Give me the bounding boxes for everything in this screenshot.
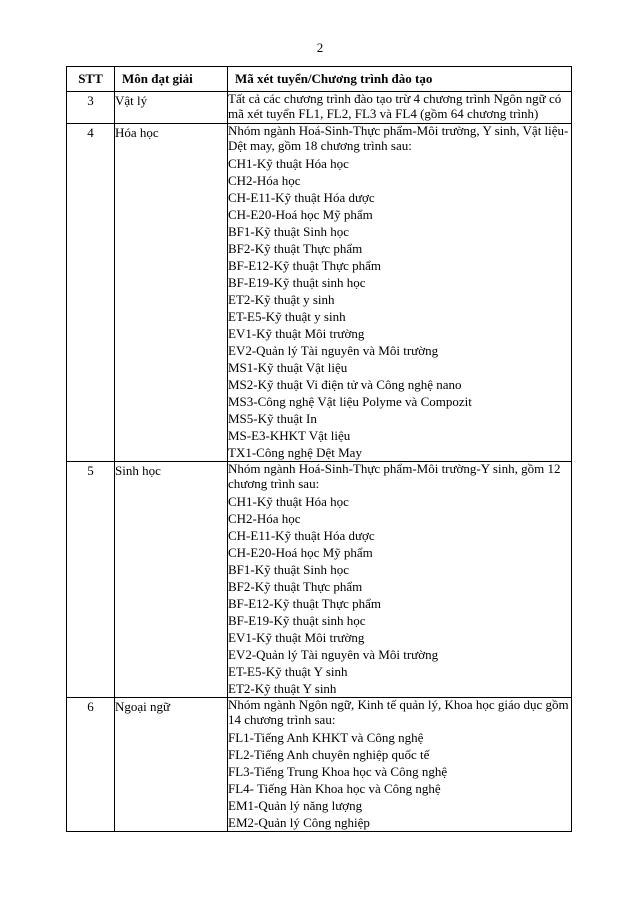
program-item: CH2-Hóa học	[228, 173, 301, 188]
row-stt: 5	[67, 462, 115, 698]
program-item: ET-E5-Kỹ thuật y sinh	[228, 309, 346, 324]
row-subject: Vật lý	[115, 92, 228, 124]
program-item: CH2-Hóa học	[228, 511, 301, 526]
row-subject: Ngoại ngữ	[115, 698, 228, 832]
program-item: MS5-Kỹ thuật In	[228, 411, 317, 426]
program-item: BF-E12-Kỹ thuật Thực phẩm	[228, 258, 382, 273]
row-programs	[228, 462, 572, 698]
header-programs: Mã xét tuyển/Chương trình đào tạo	[228, 67, 572, 92]
program-item: MS1-Kỹ thuật Vật liệu	[228, 360, 348, 375]
header-subject: Môn đạt giải	[115, 67, 228, 92]
program-item: ET2-Kỹ thuật y sinh	[228, 292, 335, 307]
table-row	[67, 698, 572, 832]
program-item: CH-E11-Kỹ thuật Hóa dược	[228, 190, 375, 205]
row-subject: Hóa học	[115, 124, 228, 462]
row-stt: 3	[67, 92, 115, 124]
program-item: MS3-Công nghệ Vật liệu Polyme và Compozit	[228, 394, 472, 409]
row-stt: 6	[67, 698, 115, 832]
row-subject: Sinh học	[115, 462, 228, 698]
program-item: BF1-Kỹ thuật Sinh học	[228, 224, 349, 239]
program-item: BF1-Kỹ thuật Sinh học	[228, 562, 349, 577]
program-item: FL3-Tiếng Trung Khoa học và Công nghệ	[228, 764, 448, 779]
header-stt: STT	[67, 67, 115, 92]
table-row	[67, 462, 572, 698]
program-item: MS2-Kỹ thuật Vi điện tử và Công nghệ nano	[228, 377, 462, 392]
program-group-description: Nhóm ngành Ngôn ngữ, Kinh tế quản lý, Khoa học giáo dục gồm 14 chương trình sau:	[228, 697, 569, 727]
table-row	[67, 92, 572, 124]
program-item: CH1-Kỹ thuật Hóa học	[228, 494, 349, 509]
program-item: FL1-Tiếng Anh KHKT và Công nghệ	[228, 730, 424, 745]
row-programs	[228, 124, 572, 462]
program-item: ET2-Kỹ thuật Y sinh	[228, 681, 337, 696]
eligibility-table	[66, 66, 572, 832]
program-item: TX1-Công nghệ Dệt May	[228, 445, 362, 460]
program-item: CH-E11-Kỹ thuật Hóa dược	[228, 528, 375, 543]
table-header-row	[67, 67, 572, 92]
program-item: BF2-Kỹ thuật Thực phẩm	[228, 241, 363, 256]
program-item: CH1-Kỹ thuật Hóa học	[228, 156, 349, 171]
program-item: EV1-Kỹ thuật Môi trường	[228, 326, 365, 341]
row-programs	[228, 92, 572, 124]
program-item: CH-E20-Hoá học Mỹ phẩm	[228, 207, 373, 222]
program-item: ET-E5-Kỹ thuật Y sinh	[228, 664, 348, 679]
program-item: EV2-Quản lý Tài nguyên và Môi trường	[228, 647, 439, 662]
program-item: MS-E3-KHKT Vật liệu	[228, 428, 351, 443]
program-item: EV1-Kỹ thuật Môi trường	[228, 630, 365, 645]
program-item: CH-E20-Hoá học Mỹ phẩm	[228, 545, 373, 560]
table-row	[67, 124, 572, 462]
program-group-description: Nhóm ngành Hoá-Sinh-Thực phẩm-Môi trường, Y sinh, Vật liệu-Dệt may, gồm 18 chương trình sau:	[228, 123, 569, 153]
program-item: FL2-Tiếng Anh chuyên nghiệp quốc tế	[228, 747, 430, 762]
program-item: EM1-Quản lý năng lượng	[228, 798, 363, 813]
program-item: FL4- Tiếng Hàn Khoa học và Công nghệ	[228, 781, 441, 796]
program-item: BF-E19-Kỹ thuật sinh học	[228, 613, 366, 628]
program-item: BF2-Kỹ thuật Thực phẩm	[228, 579, 363, 594]
program-item: BF-E19-Kỹ thuật sinh học	[228, 275, 366, 290]
row-stt: 4	[67, 124, 115, 462]
program-item: BF-E12-Kỹ thuật Thực phẩm	[228, 596, 382, 611]
program-item: EM2-Quản lý Công nghiệp	[228, 815, 370, 830]
row-programs	[228, 698, 572, 832]
page-number: 2	[316, 40, 324, 55]
program-group-description: Nhóm ngành Hoá-Sinh-Thực phẩm-Môi trường-Y sinh, gồm 12 chương trình sau:	[228, 461, 561, 491]
program-item: EV2-Quản lý Tài nguyên và Môi trường	[228, 343, 439, 358]
program-group-description: Tất cả các chương trình đào tạo trừ 4 chương trình Ngôn ngữ có mã xét tuyển FL1, FL2, FL3 và FL4 (gồm 64 chương trình)	[228, 91, 562, 121]
